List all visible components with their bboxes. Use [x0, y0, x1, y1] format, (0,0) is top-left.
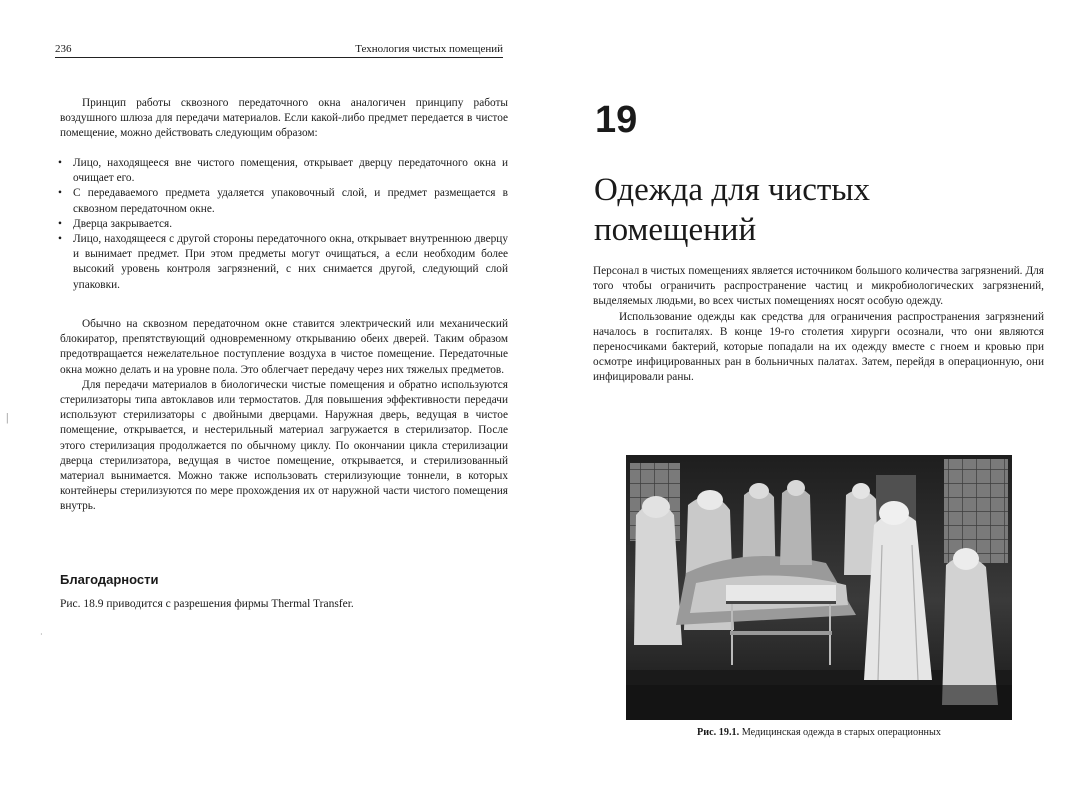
list-item-text: С передаваемого предмета удаляется упаковочный слой, и предмет размещается в сквозном передаточном окне. — [73, 187, 508, 215]
list-item-text: Лицо, находящееся вне чистого помещения, открывает дверцу передаточного окна и очищает его. — [73, 157, 508, 185]
figure-photo — [626, 455, 1012, 720]
figure-label: Рис. 19.1. — [697, 727, 740, 738]
list-item-text: Лицо, находящееся с другой стороны передаточного окна, открывает внутреннюю дверцу и вынимает предмет. При этом предметы могут очищаться, а если необходим более высокий уровень контроля загрязнений, с них снимается другой, следующий слой упаковки. — [73, 233, 508, 291]
chapter-title: Одежда для чистых помещений — [594, 172, 871, 248]
header-rule — [55, 57, 503, 58]
page-number: 236 — [55, 43, 72, 55]
running-title: Технология чистых помещений — [355, 43, 503, 55]
body-paragraphs — [60, 317, 508, 515]
paragraph: Для передачи материалов в биологически чистые помещения и обратно используются стерилизаторы типа автоклавов или термостатов. Для повышения эффективности передачи используют стерилизаторы с двойными дверцами. Наружная дверь, ведущая в чистое помещение, открывается, и нестерильный материал загружается в стерилизатор. После этого стерилизация продолжается по обычному циклу. По окончании цикла стерилизации дверца стерилизатора, ведущая в чистое помещение, открывается, и стерилизованный материал вынимается. Можно также использовать стерилизующие тоннели, в которых контейнеры стерилизуются по мере прохождения их от наружной части чистого помещения внутрь. — [60, 378, 508, 513]
operating-room-photo — [626, 455, 1012, 720]
bullet-icon: • — [58, 233, 62, 246]
running-head — [55, 43, 503, 57]
paragraph: Обычно на сквозном передаточном окне ставится электрический или механический блокиратор, препятствующий одновременному открыванию обеих дверей. Таким образом предотвращается нежелательное поступление воздуха в чистое помещение. Передаточные окна можно делать и на уровне пола. Это облегчает передачу через них тяжелых предметов. — [60, 318, 508, 376]
intro-paragraph — [60, 96, 508, 142]
chapter-body — [593, 264, 1044, 386]
intro-text: Принцип работы сквозного передаточного окна аналогичен принципу работы воздушного шлюза для передачи материалов. Если какой-либо предмет передается в чистое помещение, можно действовать следующим образом: — [60, 97, 508, 140]
bullet-icon: • — [58, 157, 62, 169]
list-item — [56, 232, 508, 293]
figure-caption-text: Медицинская одежда в старых операционных — [741, 727, 941, 738]
paragraph: Использование одежды как средства для ограничения распространения загрязнений началось в госпиталях. В конце 19-го столетия хирурги осознали, что они являются переносчиками бактерий, которые попадали на их одежду вместе с гноем и кровью при осмотре инфицированных ран в больничных палатах. Затем, перейдя в операционную, они инфицировали раны. — [593, 310, 1044, 384]
chapter-number: 19 — [595, 99, 638, 141]
margin-dot: · — [40, 630, 43, 639]
bullet-icon: • — [58, 217, 62, 230]
list-item — [56, 186, 508, 216]
list-item — [56, 156, 508, 186]
bullet-icon: • — [58, 187, 62, 200]
list-item — [56, 217, 508, 232]
figure-caption — [626, 727, 1012, 738]
list-item-text: Дверца закрывается. — [73, 217, 173, 230]
acknowledgements-heading: Благодарности — [60, 572, 159, 587]
margin-tick: | — [6, 410, 9, 424]
procedure-list — [56, 156, 508, 293]
acknowledgements-text: Рис. 18.9 приводится с разрешения фирмы Thermal Transfer. — [60, 598, 354, 610]
paragraph: Персонал в чистых помещениях является источником большого количества загрязнений. Для того чтобы ограничить распространение частиц и микробиологических загрязнений, выделяемых людьми, во всех чистых помещениях носят особую одежду. — [593, 265, 1044, 308]
